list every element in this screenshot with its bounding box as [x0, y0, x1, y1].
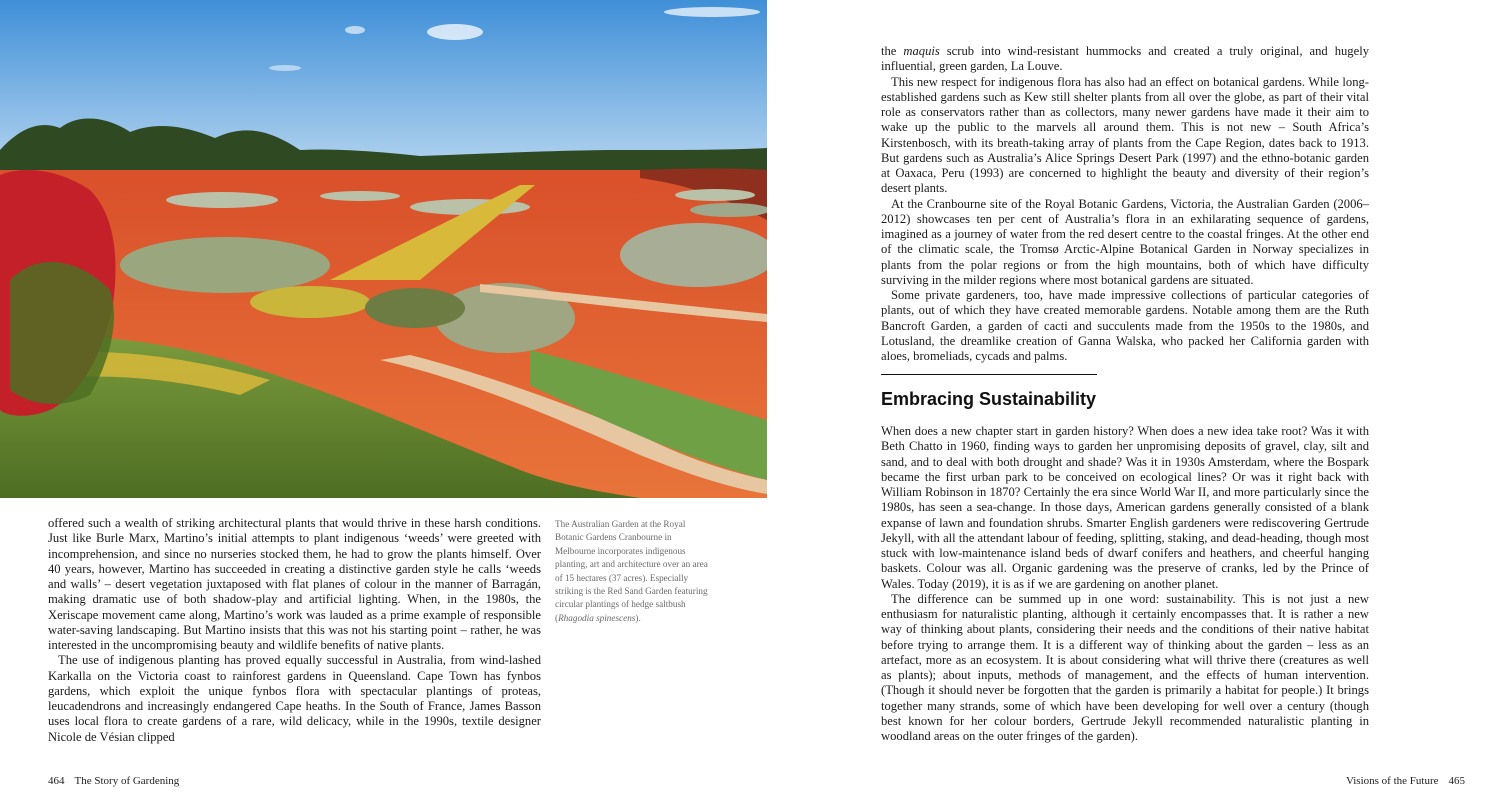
photo-caption — [555, 518, 713, 625]
cloud — [345, 26, 365, 34]
section-body — [881, 424, 1369, 744]
caption-text-end: ). — [635, 612, 641, 623]
body-paragraph: The difference can be summed up in one word: sustainability. This is not just a new enthusiasm for naturalistic planting, although it certainly encompasses that. It is rather a new way of thinking about plants, considering their needs and the conditions of their native habitat before trying to arrange them. It is a different way of thinking about the garden – less as an artefact, more as an ecosystem. It is about considering what will thrive there (creatures as well as plants); about inputs, methods of management, and the effects of human intervention. (Though it should never be forgotten that the garden is primarily a habitat for people.) It brings together many strands, some of which have been developing for well over a century (though best known for her colour borders, Gertrude Jekyll recommended naturalistic planting in woodland areas on the outer fringes of the garden). — [881, 591, 1369, 743]
yellow-bed — [250, 286, 370, 318]
running-title-right: Visions of the Future — [1345, 775, 1439, 787]
red-sand-garden-image — [0, 0, 767, 498]
saltbush-ring — [320, 191, 400, 201]
cloud — [427, 24, 483, 40]
saltbush-ring — [675, 189, 755, 201]
body-paragraph: offered such a wealth of striking architectural plants that would thrive in these harsh conditions. Just like Burle Marx, Martino’s initial attempts to plant indigenous ‘weeds’ were greeted with incomprehension, and since no nurseries stocked them, he had to grow the plants himself. Over 40 years, however, Martino has succeeded in creating a distinctive garden style he calls ‘weeds and walls’ – desert vegetation juxtaposed with flat planes of colour in the manner of Barragán, making dramatic use of both shadow-play and artificial lighting. When, in the 1980s, the Xeriscape movement came along, Martino’s work was lauded as a prime example of responsible water-saving landscaping. But Martino insists that this was not his starting point – rather, he was interested in the uncompromising beauty and wildlife benefits of native plants. — [48, 516, 541, 652]
grass-mound — [365, 288, 465, 328]
italic-term: maquis — [903, 44, 940, 58]
section-heading: Embracing Sustainability — [881, 389, 1097, 409]
body-paragraph — [881, 44, 1369, 75]
cloud — [269, 65, 301, 71]
body-paragraph: Some private gardeners, too, have made impressive collections of particular categories of plants, out of which they have created memorable gardens. Notable among them are the Ruth Bancroft Garden, a garden of cacti and succulents made from the 1950s to the 1980s, and Lotusland, the dreamlike creation of Ganna Walska, who packed her California garden with aloes, bromeliads, cycads and palms. — [881, 288, 1369, 363]
page-number-right: 465 — [1448, 775, 1465, 787]
right-folio — [1346, 775, 1465, 787]
running-title-left: The Story of Gardening — [74, 775, 180, 787]
caption-species-name: Rhagodia spinescens — [558, 612, 636, 623]
left-folio — [48, 775, 179, 787]
page-number-left: 464 — [48, 775, 65, 787]
text-fragment: the — [881, 44, 904, 58]
garden-photo — [0, 0, 767, 498]
body-paragraph: The use of indigenous planting has proved equally successful in Australia, from wind-lashed Karkalla on the Victoria coast to rainforest gardens in Queensland. Cape Town has fynbos gardens, which exploit the unique fynbos flora with spectacular plantings of proteas, leucadendrons and increasingly endangered Cape heaths. In the South of France, James Basson uses local flora to create gardens of a rare, wild delicacy, while in the 1990s, textile designer Nicole de Vésian clipped — [48, 653, 541, 744]
section-rule — [881, 374, 1097, 375]
body-paragraph: This new respect for indigenous flora has also had an effect on botanical gardens. While long-established gardens such as Kew still shelter plants from all over the globe, as part of their vital role as conservators rather than as collectors, many newer gardens have made it their aim to wake up the public to the marvels all around them. This is not new – South Africa’s Kirstenbosch, with its breath-taking array of plants from the Cape Region, dates back to 1913. But gardens such as Australia’s Alice Springs Desert Park (1997) and the ethno-botanic garden at Oaxaca, Peru (1993) are concerned to highlight the beauty and diversity of their region’s desert plants. — [881, 74, 1369, 196]
body-paragraph: At the Cranbourne site of the Royal Botanic Gardens, Victoria, the Australian Garden (2006–2012) showcases ten per cent of Australia’s flora in an exhilarating sequence of gardens, imagined as a journey of water from the red desert centre to the coastal fringes. At the other end of the climatic scale, the Tromsø Arctic-Alpine Botanical Garden in Norway specializes in plants from the polar regions or from the high mountains, both of which have difficulty surviving in the milder regions where most botanical gardens are situated. — [881, 196, 1369, 287]
left-page-body — [48, 516, 541, 745]
cloud — [664, 7, 760, 17]
grass-mound — [120, 237, 330, 293]
caption-text: The Australian Garden at the Royal Botanic Gardens Cranbourne in Melbourne incorporates indigenous planting, art and architecture over an area of 15 hectares (37 acres). Especially striking is the Red Sand Garden featuring circular plantings of hedge saltbush ( — [555, 519, 708, 623]
right-page-body — [881, 44, 1369, 364]
body-paragraph: When does a new chapter start in garden history? When does a new idea take root? Was it with Beth Chatto in 1960, finding ways to garden her unpromising deposits of gravel, clay, silt and sand, and to deal with both drought and shade? Was it in 1930s Amsterdam, where the Bospark became the first urban park to be conceived on ecological lines? Or was it right back with William Robinson in 1870? Certainly the era since World War II, and more particularly since the 1980s, has seen a sea-change. In those days, American gardens generally consisted of a blank expanse of lawn and foundation shrubs. Smarter English gardeners were rediscovering Gertrude Jekyll, with all the attendant labour of feeding, splitting, staking, and dead-heading, though most stuck with low-maintenance island beds of dwarf conifers and heathers, and cheerful hanging baskets. Colour was all. Organic gardening was the preserve of cranks, led by the Prince of Wales. Today (2019), it is as if we are gardening on another planet. — [881, 424, 1369, 591]
saltbush-ring — [166, 192, 278, 208]
saltbush-ring — [690, 203, 767, 217]
text-fragment: scrub into wind-resistant hummocks and created a truly original, and hugely influential, green garden, La Louve. — [881, 44, 1369, 74]
